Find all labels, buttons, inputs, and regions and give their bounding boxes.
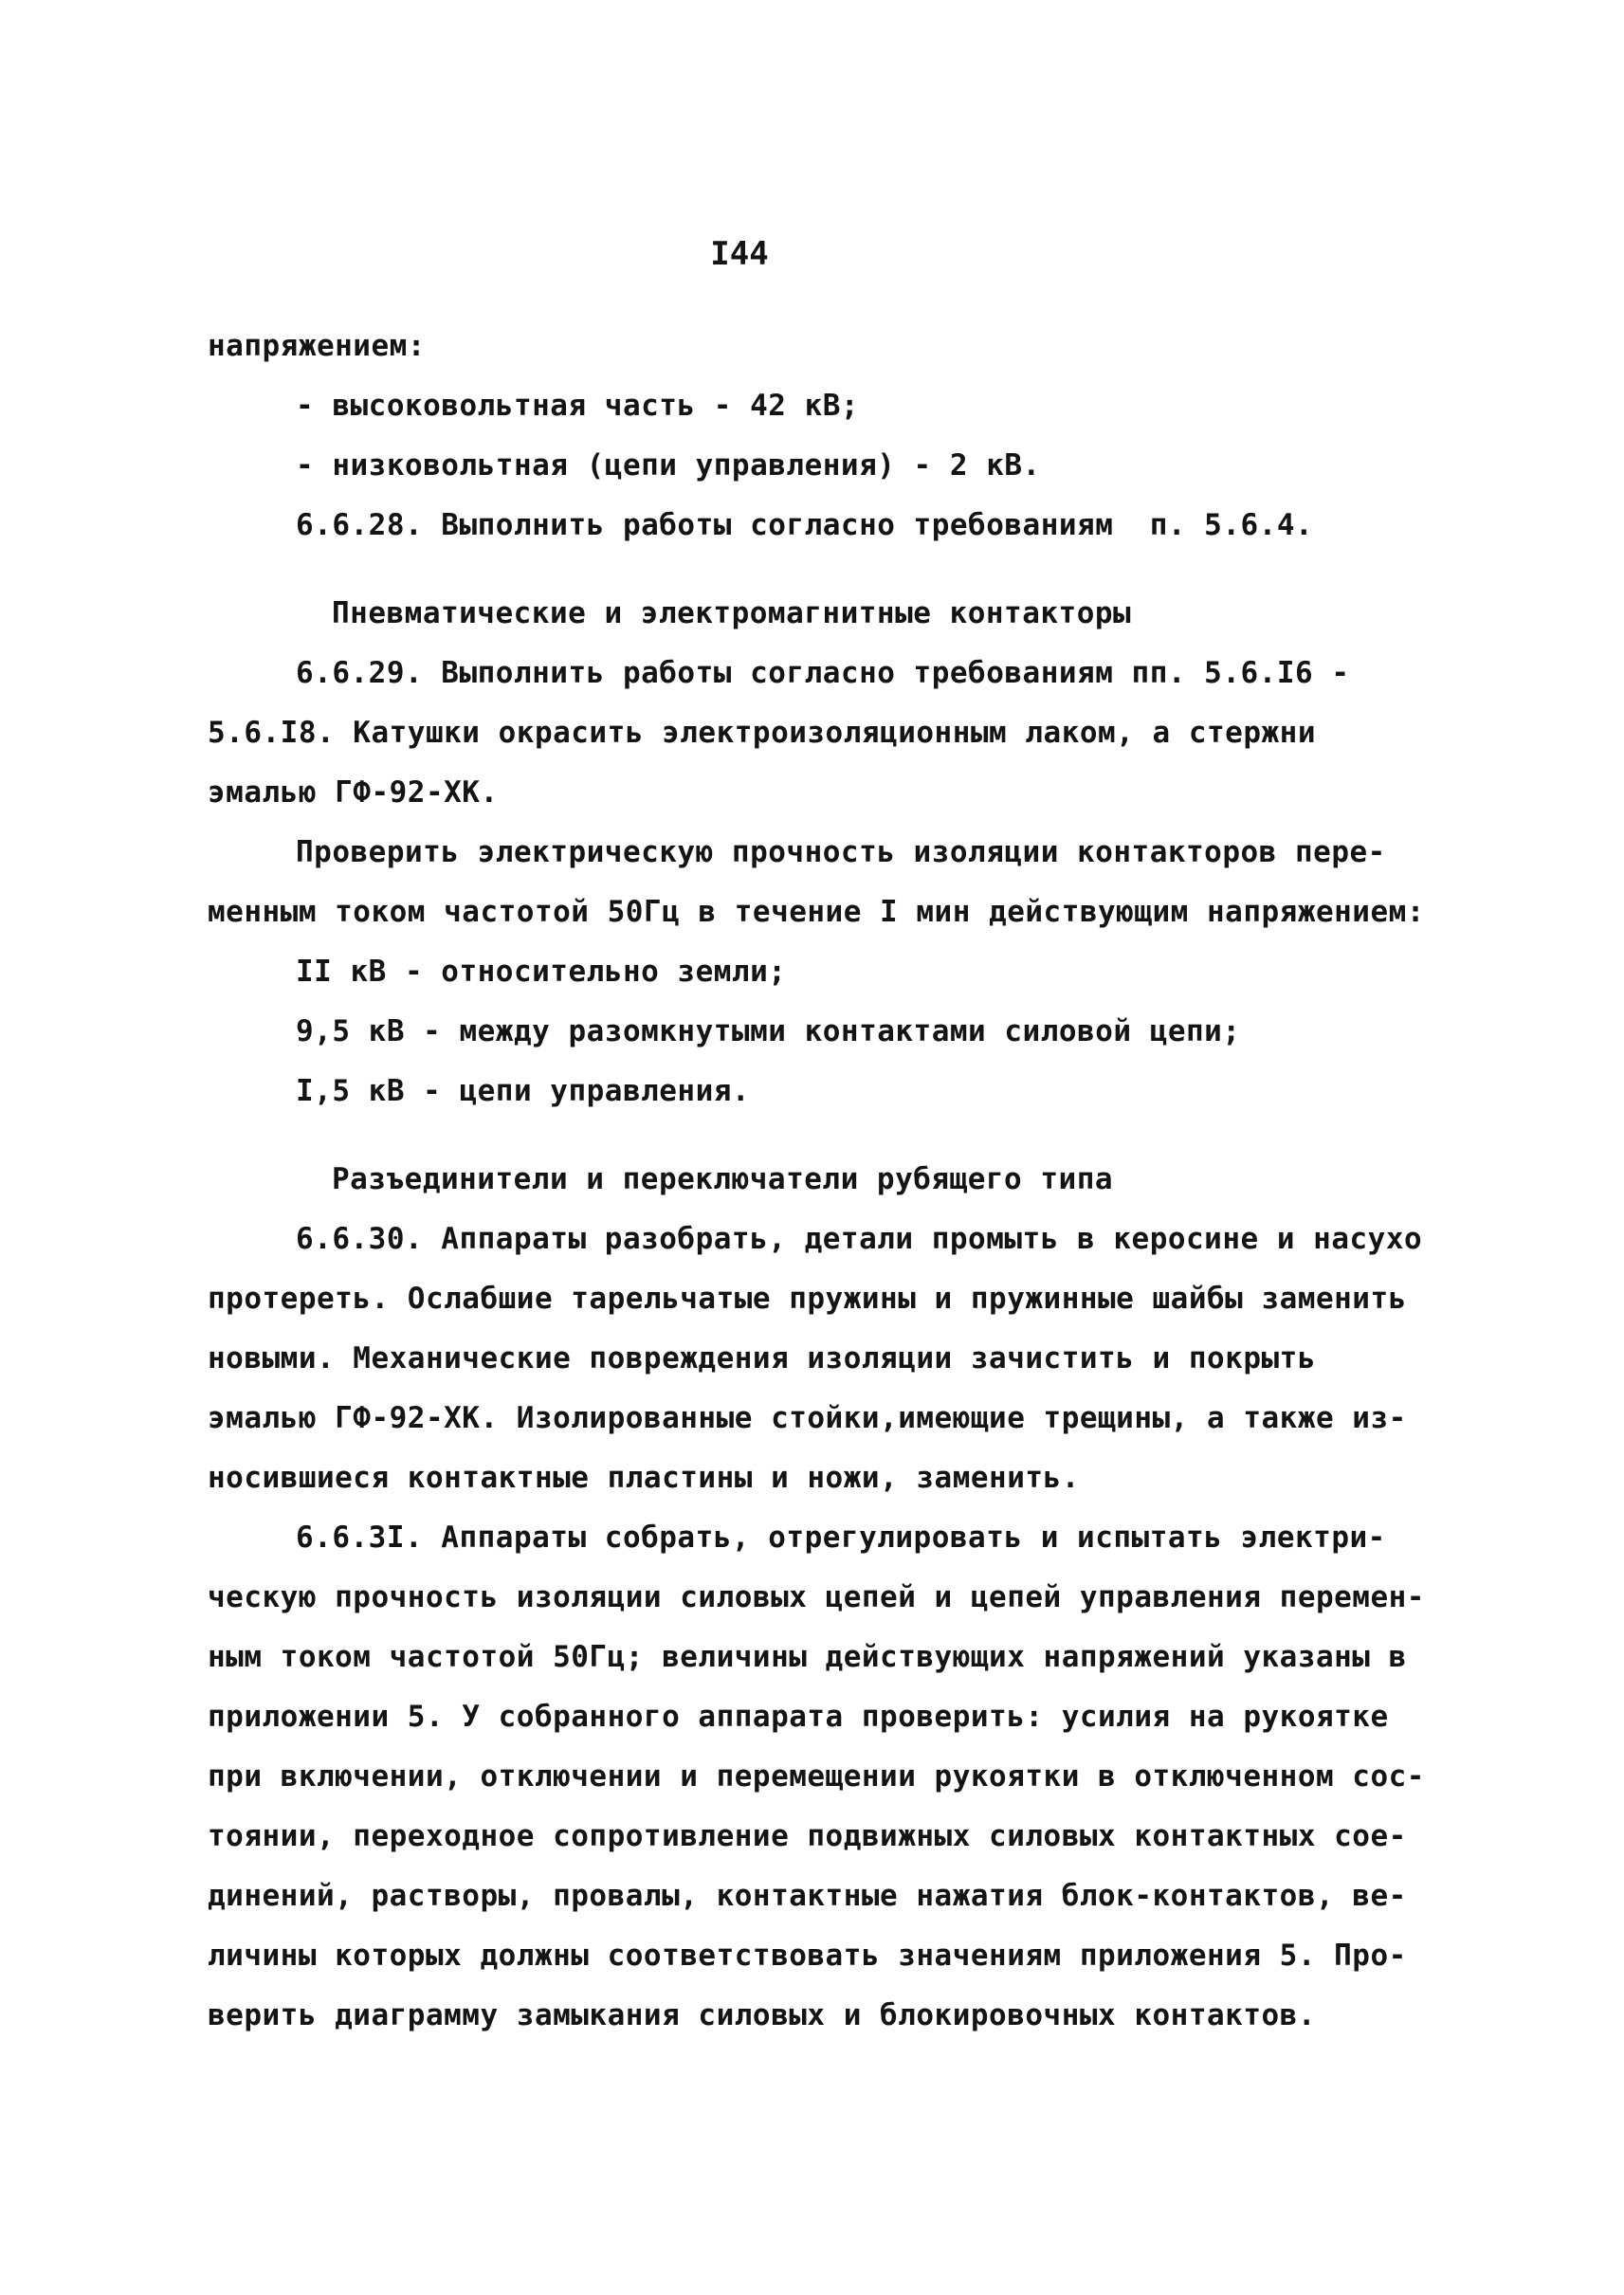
list-item: - низковольтная (цепи управления) - 2 кВ. [296,448,1041,483]
paragraph-line: тоянии, переходное сопротивление подвижных силовых контактных сое- [208,1819,1407,1853]
paragraph-line: верить диаграмму замыкания силовых и блокировочных контактов. [208,1998,1316,2032]
paragraph-line: 6.6.29. Выполнить работы согласно требованиям пп. 5.6.I6 - [296,656,1350,690]
paragraph-line: носившиеся контактные пластины и ножи, заменить. [208,1461,1080,1495]
list-item: 9,5 кВ - между разомкнутыми контактами силовой цепи; [296,1014,1241,1048]
paragraph-line: динений, растворы, провалы, контактные нажатия блок-контактов, ве- [208,1879,1407,1913]
paragraph-line: 6.6.30. Аппараты разобрать, детали промыть в керосине и насухо [296,1222,1423,1256]
list-item: - высоковольтная часть - 42 кВ; [296,389,860,423]
list-item: II кВ - относительно земли; [296,955,787,989]
section-heading: Разъединители и переключатели рубящего типа [332,1162,1114,1196]
paragraph-line: эмалью ГФ-92-ХК. Изолированные стойки,имеющие трещины, а также из- [208,1401,1407,1435]
paragraph-line: ным током частотой 50Гц; величины действующих напряжений указаны в [208,1640,1407,1674]
paragraph-line: приложении 5. У собранного аппарата проверить: усилия на рукоятке [208,1700,1389,1734]
paragraph-line: личины которых должны соответствовать значениям приложения 5. Про- [208,1939,1407,1973]
list-item: I,5 кВ - цепи управления. [296,1074,751,1108]
text-line: напряжением: [208,329,426,363]
paragraph-line: 6.6.3I. Аппараты собрать, отрегулировать и испытать электри- [296,1521,1386,1555]
page-number: I44 [710,235,769,273]
paragraph-line: эмалью ГФ-92-ХК. [208,775,499,810]
paragraph-line: протереть. Ослабшие тарельчатые пружины и пружинные шайбы заменить [208,1282,1407,1316]
paragraph-line: Проверить электрическую прочность изоляции контакторов пере- [296,835,1386,869]
paragraph-line: при включении, отключении и перемещении рукоятки в отключенном сос- [208,1759,1425,1794]
paragraph-line: 5.6.I8. Катушки окрасить электроизоляционным лаком, а стержни [208,716,1316,750]
section-heading: Пневматические и электромагнитные контакторы [332,596,1132,630]
paragraph-line: ческую прочность изоляции силовых цепей и цепей управления перемен- [208,1580,1425,1614]
paragraph-line: 6.6.28. Выполнить работы согласно требованиям п. 5.6.4. [296,508,1314,542]
paragraph-line: менным током частотой 50Гц в течение I мин действующим напряжением: [208,895,1425,929]
paragraph-line: новыми. Механические повреждения изоляции зачистить и покрыть [208,1341,1316,1375]
